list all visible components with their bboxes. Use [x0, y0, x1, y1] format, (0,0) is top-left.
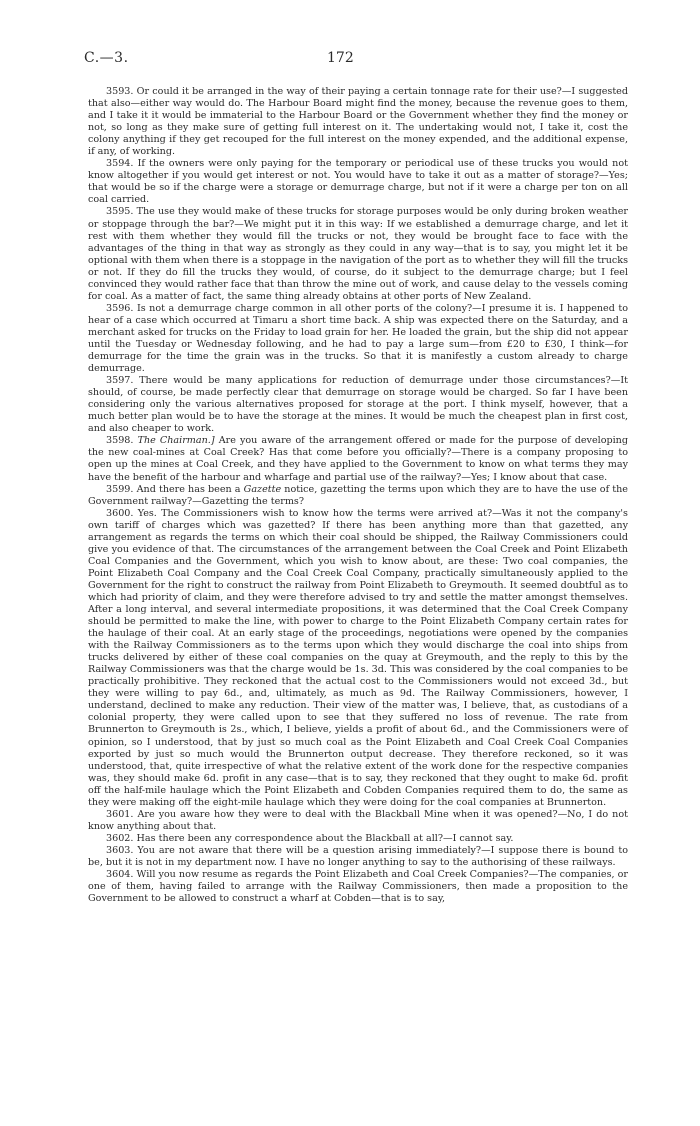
question-paragraph	[88, 845, 628, 869]
question-answer-text: Are you aware of the arrangement offered or made for the purpose of developing the new coal-mines at Coal Creek? Has that come before you officially?—There is a company proposing to open up the mines at Coal Creek, and they have applied to the Government to know on what terms they may have the benefit of the harbour and wharfage and partial use of the railway?—Yes; I know about that case.	[88, 435, 629, 483]
italic-text: Gazette	[243, 483, 282, 495]
question-paragraph	[88, 833, 628, 845]
question-paragraph	[88, 303, 628, 375]
question-number: 3596.	[106, 302, 134, 314]
question-answer-text: If the owners were only paying for the temporary or periodical use of these trucks you would not know altogether if you would get interest or not. You would have to take it out as a matter of storage?—Yes; that would be so if the charge were a storage or demurrage charge, but not if it were a charge per ton on all coal carried.	[88, 158, 628, 206]
question-number: 3597.	[106, 375, 134, 387]
question-paragraph	[88, 158, 628, 206]
question-number: 3598.	[106, 435, 134, 447]
question-paragraph	[88, 86, 628, 158]
testimony-body	[88, 86, 628, 905]
question-answer-text: Or could it be arranged in the way of their paying a certain tonnage rate for their use?—I suggested that also—either way would do. The Harbour Board might find the money, because the revenue goes to them, and I take it it would be immaterial to the Harbour Board or the Government whether they find the money or not, so long as they make sure of getting full interest on it. The undertaking would not, I take it, cost the colony anything if they get recouped for the full interest on the money expended, and the additional expense, if any, of working.	[88, 86, 628, 158]
question-paragraph	[88, 869, 628, 905]
question-answer-text: Is not a demurrage charge common in all other ports of the colony?—I presume it is. I happened to hear of a case which occurred at Timaru a short time back. A ship was expected there on the Saturday, and a merchant asked for trucks on the Friday to load grain for her. He loaded the grain, but the ship did not appear until the Tuesday or Wednesday following, and he had to pay a large sum—from £20 to £30, I think—for demurrage for the time the grain was in the trucks. So that it is manifestly a custom already to charge demurrage.	[88, 302, 628, 375]
question-answer-text: You are not aware that there will be a question arising immediately?—I suppose there is bound to be, but it is not in my department now. I have no longer anything to say to the authorising of these railways.	[88, 844, 628, 868]
question-number: 3604.	[106, 869, 134, 881]
document-reference: C.—3.	[84, 50, 129, 66]
question-paragraph	[88, 484, 628, 508]
italic-text: The Chairman.]	[137, 435, 215, 447]
question-answer-text: Has there been any correspondence about the Blackball at all?—I cannot say.	[136, 832, 514, 844]
question-number: 3595.	[106, 206, 134, 218]
question-answer-text: The use they would make of these trucks for storage purposes would be only during broken weather or stoppage through the bar?—We might put it in this way: If we established a demurrage charge, and let it rest with them whether they would fill the trucks or not, they would be brought face to face with the advantages of the thing in that way as strongly as they could in any way—that is to say, you might let it be optional with them when there is a stoppage in the navigation of the port as to whether they will fill the trucks or not. If they do fill the trucks they would, of course, do it subject to the demurrage charge; but I feel convinced they would rather face that than throw the mine out of work, and cause delay to the vessels coming for coal. As a matter of fact, the same thing already obtains at other ports of New Zealand.	[88, 206, 628, 302]
question-paragraph	[88, 809, 628, 833]
question-number: 3593.	[106, 86, 134, 97]
page-number: 172	[327, 50, 354, 66]
question-number: 3602.	[106, 832, 134, 844]
question-number: 3594.	[106, 158, 134, 170]
question-paragraph	[88, 508, 628, 809]
page-header	[84, 50, 628, 72]
question-text-lead: And there has been a	[136, 483, 241, 495]
question-number: 3603.	[106, 844, 134, 856]
question-answer-text: There would be many applications for reduction of demurrage under those circumstances?—It should, of course, be made perfectly clear that demurrage on storage would be charged. So far I have been considering only the various alternatives proposed for storage at the port. I think myself, however, that a much better plan would be to have the storage at the mines. It would be much the cheapest plan in first cost, and also cheaper to work.	[88, 375, 628, 435]
question-paragraph	[88, 206, 628, 302]
question-number: 3599.	[106, 483, 134, 495]
question-answer-text: Are you aware how they were to deal with the Blackball Mine when it was opened?—No, I do not know anything about that.	[88, 808, 628, 832]
question-answer-text: Yes. The Commissioners wish to know how the terms were arrived at?—Was it not the company's own tariff of charges which was gazetted? If there has been anything more than that gazetted, any arrangement as regards the terms on which their coal should be shipped, the Railway Commissioners could give you evidence of that. The circumstances of the arrangement between the Coal Creek and Point Elizabeth Coal Companies and the Government, which you wish to know about, are these: Two coal companies, the Point Elizabeth Coal Company and the Coal Creek Coal Company, practically simultaneously applied to the Government for the right to construct the railway from Point Elizabeth to Greymouth. It seemed doubtful as to which had priority of claim, and they were therefore advised to try and settle the matter amongst themselves. After a long interval, and several intermediate propositions, it was determined that the Coal Creek Company should be permitted to make the line, with power to charge to the Point Elizabeth Company certain rates for the haulage of their coal. At an early stage of the proceedings, negotiations were opened by the companies with the Railway Commissioners as to the terms upon which they would discharge the coal into ships from trucks delivered by either of these coal companies on the quay at Greymouth, and the reply to this by the Railway Commissioners was that the charge would be 1s. 3d. This was considered by the coal companies to be practically prohibitive. They reckoned that the actual cost to the Commissioners would not exceed 3d., but they were willing to pay 6d., and, ultimately, as much as 9d. The Railway Commissioners, however, I understand, declined to make any reduction. Their view of the matter was, I believe, that, as custodians of a colonial property, they were called upon to see that they suffered no loss of revenue. The rate from Brunnerton to Greymouth is 2s., which, I believe, yields a profit of about 6d., and the Commissioners were of opinion, so I understood, that by just so much coal as the Point Elizabeth and Coal Creek Coal Companies exported by just so much would the Brunnerton output decrease. They therefore reckoned, so it was understood, that, quite irrespective of what the relative extent of the work done for the respective companies was, they should make 6d. profit in any case—that is to say, they reckoned that they ought to make 6d. profit off the half-mile haulage which the Point Elizabeth and Cobden Companies required them to do, the same as they were making off the eight-mile haulage which they were doing for the coal companies at Brunnerton.	[88, 507, 628, 808]
question-paragraph	[88, 375, 628, 435]
question-number: 3600.	[106, 507, 134, 519]
question-number: 3601.	[106, 808, 134, 820]
question-answer-text: notice, gazetting the terms upon which they are to have the use of the Government railway?—Gazetting the terms?	[88, 483, 628, 507]
question-answer-text: Will you now resume as regards the Point Elizabeth and Coal Creek Companies?—The companies, or one of them, having failed to arrange with the Railway Commissioners, then made a proposition to the Government to be allowed to construct a wharf at Cobden—that is to say,	[88, 869, 628, 905]
question-paragraph	[88, 435, 628, 483]
